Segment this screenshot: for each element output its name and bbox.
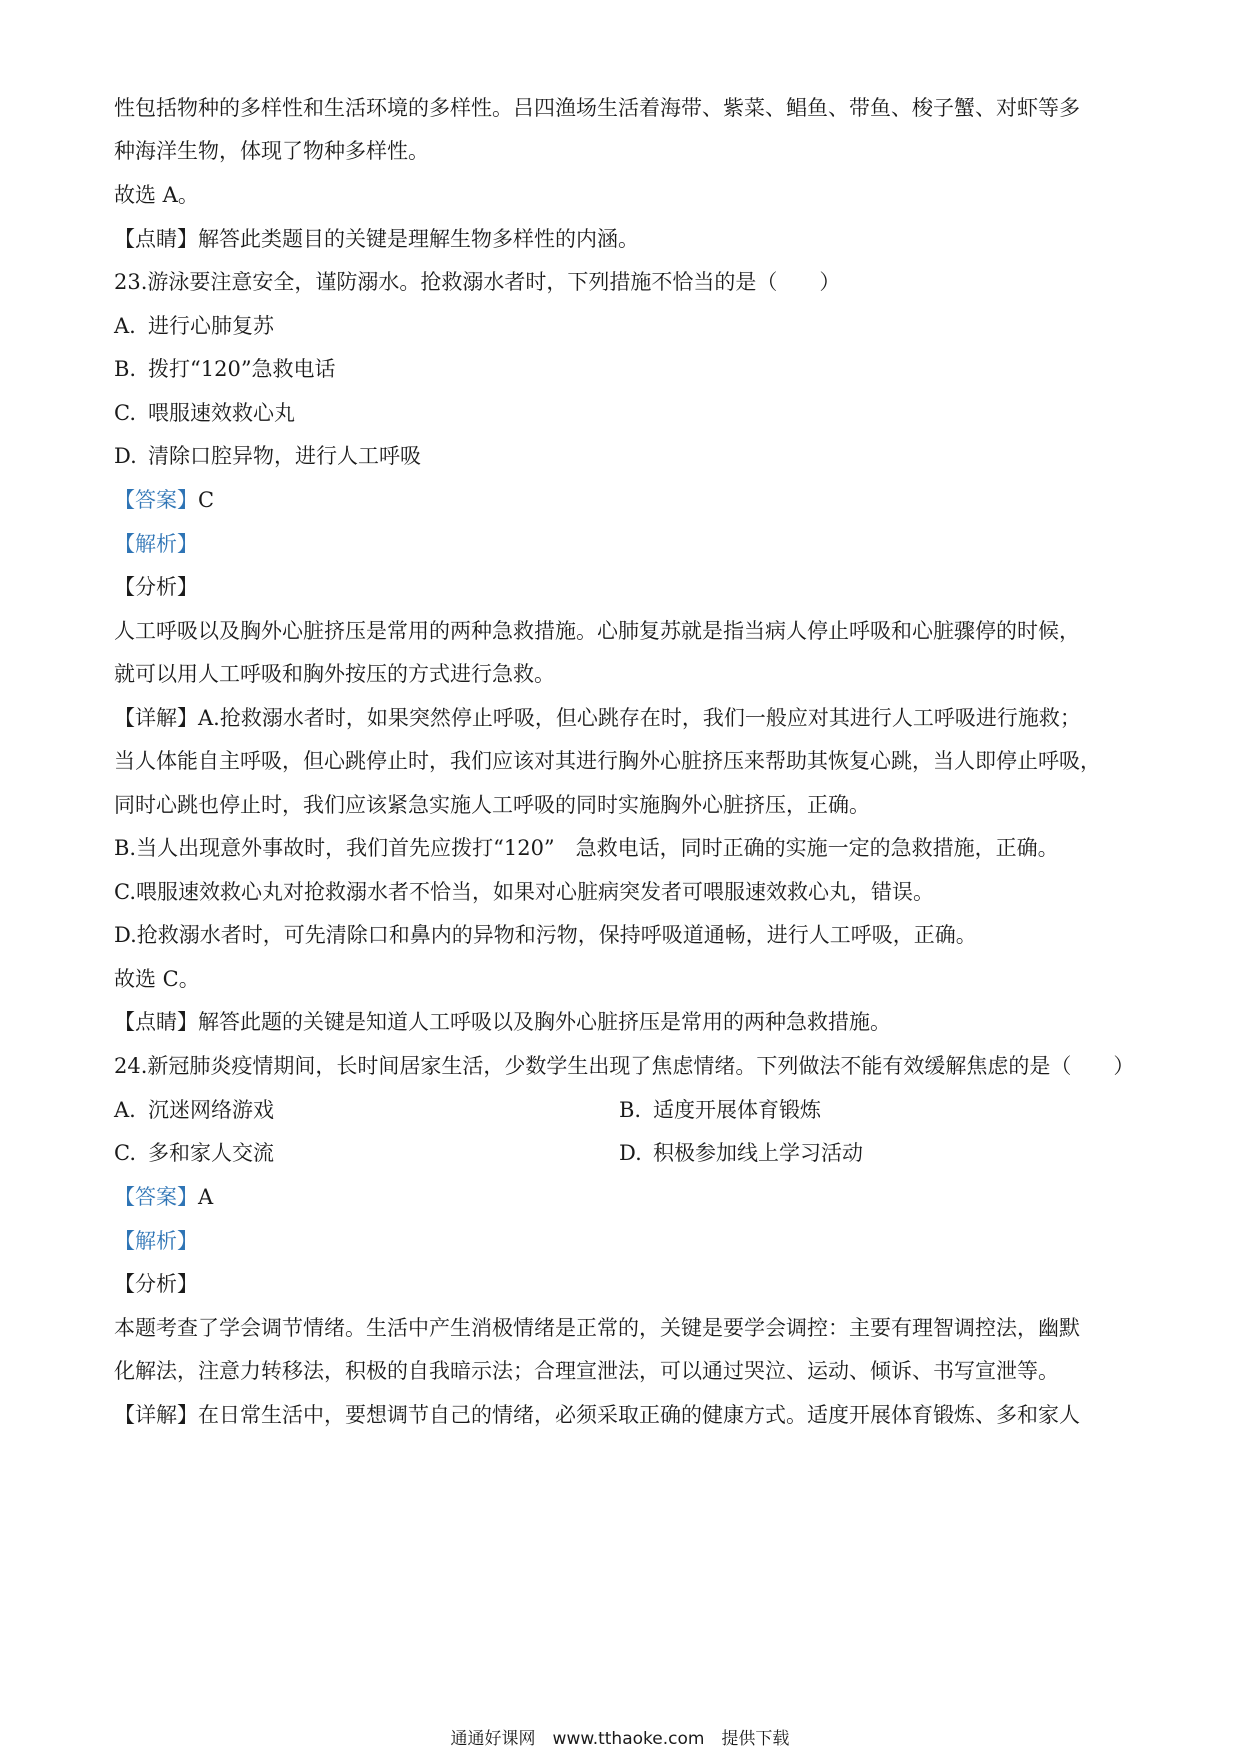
q24-option-a [114, 1098, 274, 1122]
option-label: C. [114, 1141, 136, 1165]
q23-tip [114, 1007, 1134, 1037]
q23-choice: 故选 C。 [114, 967, 200, 991]
option-text: 适度开展体育锻炼 [653, 1098, 821, 1122]
q23-option-d [114, 441, 1134, 471]
q23-detail-d: D.抢救溺水者时，可先清除口和鼻内的异物和污物，保持呼吸道通畅，进行人工呼吸，正确。 [114, 923, 977, 947]
option-label: B. [114, 357, 137, 381]
option-text: 进行心肺复苏 [148, 314, 274, 338]
q23-detail-line-2: 当人体能自主呼吸，但心跳停止时，我们应该对其进行胸外心脏挤压来帮助其恢复心跳，当人即停止呼吸， [114, 749, 1101, 773]
q24-options-row-1 [114, 1095, 1134, 1125]
option-label: B. [619, 1098, 642, 1122]
answer-tag: 【答案】 [114, 1185, 198, 1209]
q24-options-row-2 [114, 1138, 1134, 1168]
intro-line-2: 种海洋生物，体现了物种多样性。 [114, 139, 429, 163]
detail-text: 在日常生活中，要想调节自己的情绪，必须采取正确的健康方式。适度开展体育锻炼、多和家人 [198, 1403, 1080, 1427]
q23-stem: 23.游泳要注意安全，谨防溺水。抢救溺水者时，下列措施不恰当的是（ ） [114, 270, 841, 294]
intro-choice: 故选 A。 [114, 183, 199, 207]
q24-option-c [114, 1141, 274, 1165]
q23-option-c [114, 398, 1134, 428]
q24-answer [114, 1182, 1134, 1212]
q24-detail-line-1 [114, 1400, 1134, 1430]
q23-fenxi-line-2: 就可以用人工呼吸和胸外按压的方式进行急救。 [114, 662, 555, 686]
option-text: 喂服速效救心丸 [148, 401, 295, 425]
q23-fenxi-line-1: 人工呼吸以及胸外心脏挤压是常用的两种急救措施。心肺复苏就是指当病人停止呼吸和心脏骤停的时候， [114, 619, 1080, 643]
q24-fenxi-line-1: 本题考查了学会调节情绪。生活中产生消极情绪是正常的，关键是要学会调控：主要有理智调控法，幽默 [114, 1316, 1080, 1340]
answer-value: A [198, 1185, 214, 1209]
tip-tag: 【点睛】 [114, 1010, 198, 1034]
q23-detail-c: C.喂服速效救心丸对抢救溺水者不恰当，如果对心脏病突发者可喂服速效救心丸，错误。 [114, 880, 934, 904]
option-text: 沉迷网络游戏 [148, 1098, 274, 1122]
q24-analysis-tag: 【解析】 [114, 1229, 198, 1253]
q23-detail-line-3: 同时心跳也停止时，我们应该紧急实施人工呼吸的同时实施胸外心脏挤压，正确。 [114, 793, 870, 817]
tip-tag: 【点睛】 [114, 227, 198, 251]
option-label: A. [114, 1098, 136, 1122]
q24-fenxi-line-2: 化解法，注意力转移法，积极的自我暗示法；合理宣泄法，可以通过哭泣、运动、倾诉、书写宣泄等。 [114, 1359, 1059, 1383]
option-label: D. [619, 1141, 642, 1165]
page-footer: 通通好课网 www.tthaoke.com 提供下载 [450, 1729, 790, 1749]
detail-tag: 【详解】 [114, 706, 198, 730]
option-label: A. [114, 314, 136, 338]
q23-option-a [114, 311, 1134, 341]
q23-option-b [114, 354, 1134, 384]
option-label: C. [114, 401, 136, 425]
q24-stem: 24.新冠肺炎疫情期间，长时间居家生活，少数学生出现了焦虑情绪。下列做法不能有效缓解焦虑的是（ ） [114, 1054, 1135, 1078]
intro-tip [114, 224, 1134, 254]
option-text: 清除口腔异物，进行人工呼吸 [148, 444, 421, 468]
q23-detail-b: B.当人出现意外事故时，我们首先应拨打“120” 急救电话，同时正确的实施一定的急救措施，正确。 [114, 836, 1059, 860]
tip-text: 解答此题的关键是知道人工呼吸以及胸外心脏挤压是常用的两种急救措施。 [198, 1010, 891, 1034]
option-text: 多和家人交流 [148, 1141, 274, 1165]
q23-detail-line-1 [114, 703, 1134, 733]
answer-value: C [198, 488, 215, 512]
detail-tag: 【详解】 [114, 1403, 198, 1427]
q23-fenxi-tag: 【分析】 [114, 575, 198, 599]
q23-analysis-tag: 【解析】 [114, 532, 198, 556]
q24-fenxi-tag: 【分析】 [114, 1272, 198, 1296]
option-text: 积极参加线上学习活动 [653, 1141, 863, 1165]
option-text: 拨打“120”急救电话 [148, 357, 336, 381]
q23-answer [114, 485, 1134, 515]
answer-tag: 【答案】 [114, 488, 198, 512]
q24-option-d [619, 1138, 863, 1168]
detail-text: A.抢救溺水者时，如果突然停止呼吸，但心跳存在时，我们一般应对其进行人工呼吸进行施救； [198, 706, 1081, 730]
intro-line-1: 性包括物种的多样性和生活环境的多样性。吕四渔场生活着海带、紫菜、鲳鱼、带鱼、梭子蟹、对虾等多 [114, 96, 1080, 120]
tip-text: 解答此类题目的关键是理解生物多样性的内涵。 [198, 227, 639, 251]
q24-option-b [619, 1095, 821, 1125]
option-label: D. [114, 444, 137, 468]
